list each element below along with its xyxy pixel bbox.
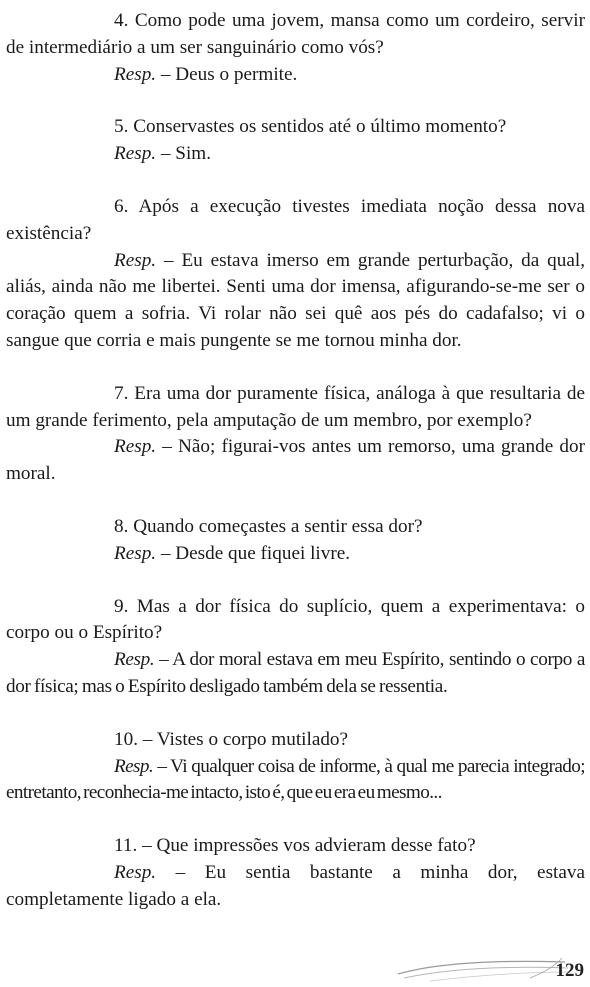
answer-text: – Desde que fiquei livre. xyxy=(156,542,351,564)
answer-6 xyxy=(6,248,585,355)
answer-text: – Vi qualquer coisa de informe, à qual me parecia integrado; entretanto, reconhecia-me intacto, isto é, que eu era eu mesmo... xyxy=(6,755,585,804)
page-footer xyxy=(390,948,590,987)
qa-item-4 xyxy=(6,8,585,88)
resp-label: Resp. xyxy=(114,436,157,458)
answer-5 xyxy=(6,141,585,168)
answer-9 xyxy=(6,647,585,701)
qa-item-8 xyxy=(6,514,585,568)
question-8: 8. Quando começastes a sentir essa dor? xyxy=(114,515,423,537)
answer-text: – Deus o permite. xyxy=(156,63,298,85)
qa-item-7 xyxy=(6,381,585,488)
question-9: 9. Mas a dor física do suplício, quem a experimentava: o corpo ou o Espírito? xyxy=(6,595,585,644)
resp-label: Resp. xyxy=(114,542,157,564)
answer-text: – Eu estava imerso em grande perturbação, da qual, aliás, ainda não me libertei. Senti uma dor imensa, afigurando-se-me ser o coração quem a sofria. Vi rolar não sei quê aos pés do cadafalso; vi o sangue que corria e mais pungente se me tornou minha dor. xyxy=(6,249,585,351)
question-11: 11. – Que impressões vos advieram desse fato? xyxy=(114,835,476,857)
page-number: 129 xyxy=(555,960,584,981)
resp-label: Resp. xyxy=(114,755,154,777)
question-5: 5. Conservastes os sentidos até o último momento? xyxy=(114,116,507,138)
answer-8 xyxy=(6,541,585,568)
question-6: 6. Após a execução tivestes imediata noção dessa nova existência? xyxy=(6,195,585,244)
answer-4 xyxy=(6,62,585,89)
resp-label: Resp. xyxy=(114,249,157,271)
answer-text: – Eu sentia bastante a minha dor, estava completamente ligado a ela. xyxy=(6,861,585,910)
qa-item-9 xyxy=(6,594,585,701)
resp-label: Resp. xyxy=(114,63,157,85)
resp-label: Resp. xyxy=(114,143,157,165)
question-10: 10. – Vistes o corpo mutilado? xyxy=(114,728,349,750)
answer-11 xyxy=(6,860,585,914)
question-7: 7. Era uma dor puramente física, análoga à que resultaria de um grande ferimento, pela amputação de um membro, por exemplo? xyxy=(6,382,585,431)
qa-item-10 xyxy=(6,727,585,807)
qa-item-5 xyxy=(6,114,585,168)
answer-text: – Não; figurai-vos antes um remorso, uma grande dor moral. xyxy=(6,436,585,485)
qa-item-6 xyxy=(6,194,585,355)
qa-item-11 xyxy=(6,833,585,913)
answer-text: – Sim. xyxy=(156,143,212,165)
answer-text: – A dor moral estava em meu Espírito, sentindo o corpo a dor física; mas o Espírito desligado também dela se ressentia. xyxy=(6,649,585,697)
resp-label: Resp. xyxy=(114,861,157,883)
answer-7 xyxy=(6,434,585,488)
resp-label: Resp. xyxy=(114,649,155,671)
text-body xyxy=(6,8,585,940)
answer-10 xyxy=(6,754,585,808)
question-4: 4. Como pode uma jovem, mansa como um cordeiro, servir de intermediário a um ser sanguinário como vós? xyxy=(6,10,585,58)
